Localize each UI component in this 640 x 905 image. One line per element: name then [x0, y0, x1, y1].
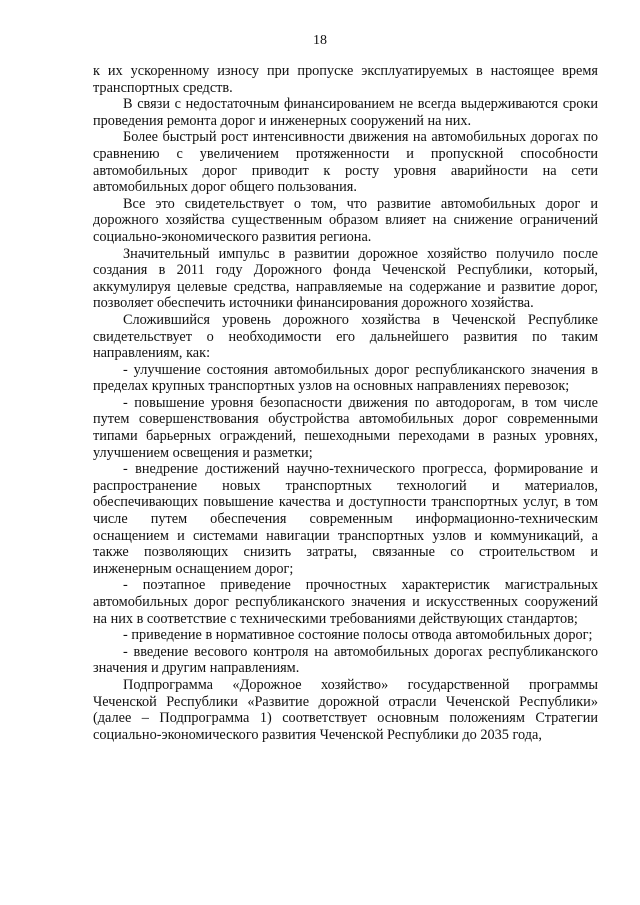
- paragraph: В связи с недостаточным финансированием не всегда выдерживаются сроки проведения ремонта дорог и инженерных сооружений на них.: [93, 96, 598, 129]
- list-item: - поэтапное приведение прочностных характеристик магистральных автомобильных дорог республиканского значения и искусственных сооружений на них в соответствие с техническими требованиями действующих стандартов;: [93, 577, 598, 627]
- list-item: - повышение уровня безопасности движения по автодорогам, в том числе путем совершенствования обустройства автомобильных дорог современными типами барьерных ограждений, пешеходными переходами в разных уровнях, улучшением освещения и разметки;: [93, 394, 598, 461]
- paragraph: Значительный импульс в развитии дорожное хозяйство получило после создания в 2011 году Дорожного фонда Чеченской Республики, который, аккумулируя целевые средства, направляемые на содержание и развитие дорог, позволяет обеспечить источники финансирования дорожного хозяйства.: [93, 245, 598, 312]
- list-item: - улучшение состояния автомобильных дорог республиканского значения в пределах крупных транспортных узлов на основных направлениях перевозок;: [93, 361, 598, 395]
- paragraph: Более быстрый рост интенсивности движения на автомобильных дорогах по сравнению с увеличением протяженности и пропускной способности автомобильных дорог приводит к росту уровня аварийности на сети автомобильных дорог общего пользования.: [93, 129, 598, 196]
- list-item: - приведение в нормативное состояние полосы отвода автомобильных дорог;: [123, 627, 593, 644]
- list-item: - введение весового контроля на автомобильных дорогах республиканского значения и другим направлениям.: [93, 643, 598, 677]
- paragraph: Сложившийся уровень дорожного хозяйства в Чеченской Республике свидетельствует о необходимости его дальнейшего развития по таким направлениям, как:: [93, 311, 598, 362]
- paragraph: Подпрограмма «Дорожное хозяйство» государственной программы Чеченской Республики «Развитие дорожной отрасли Чеченской Республики» (далее – Подпрограмма 1) соответствует основным положениям Стратегии социально-экономического развития Чеченской Республики до 2035 года,: [93, 676, 598, 743]
- paragraph: Все это свидетельствует о том, что развитие автомобильных дорог и дорожного хозяйства существенным образом влияет на снижение ограничений социально-экономического развития региона.: [93, 195, 598, 245]
- paragraph: к их ускоренному износу при пропуске эксплуатируемых в настоящее время транспортных средств.: [93, 63, 598, 96]
- document-body: [93, 63, 598, 743]
- list-item: - внедрение достижений научно-технического прогресса, формирование и распространение новых транспортных технологий и материалов, обеспечивающих повышение качества и доступности транспортных услуг, в том числе путем обеспечения современным информационно-техническим оснащением и системами навигации транспортных узлов и коммуникаций, а также позволяющих снизить затраты, связанные со строительством и инженерным оснащением дорог;: [93, 461, 598, 577]
- page-number: 18: [313, 33, 327, 48]
